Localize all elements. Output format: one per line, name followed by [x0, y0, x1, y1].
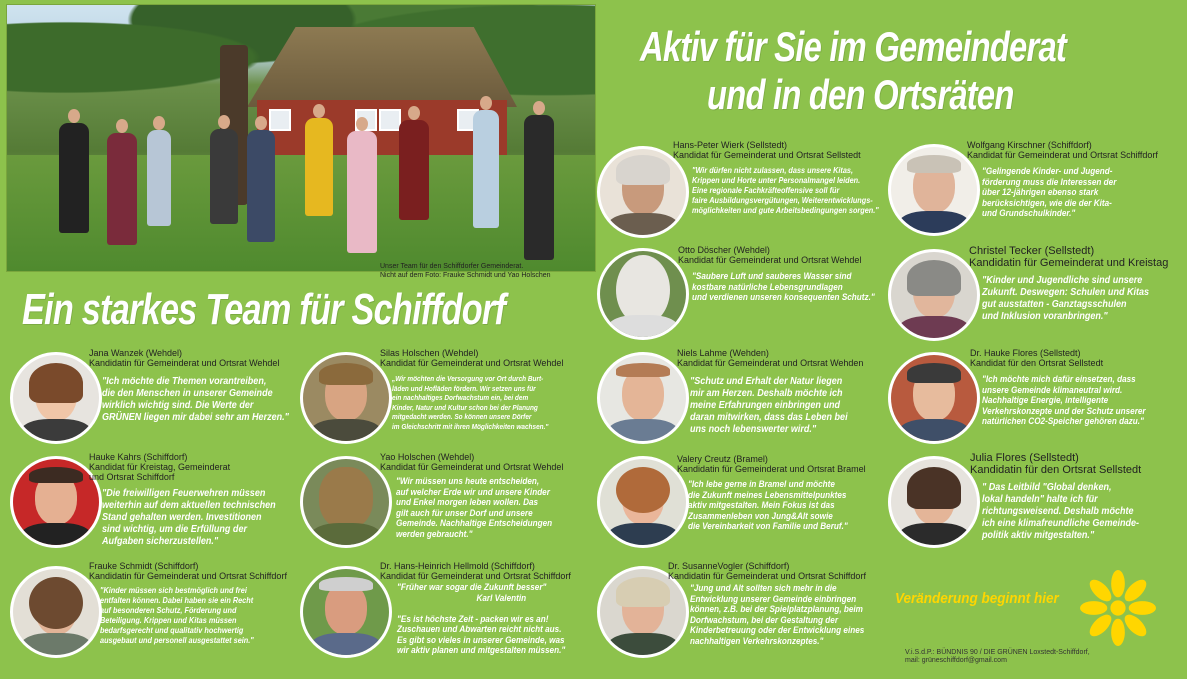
avatar-j-flores: [888, 456, 980, 548]
candidate-quote: "Kinder müssen sich bestmöglich und frei entfalten können. Dabei haben sie ein Recht auf besonderen Schutz, Förderung und Beteiligung. Krippen und Kitas müssen bedarfsgerecht und qualitativ hochwertig ausgebaut und personell ausgestattet sein.": [100, 585, 254, 645]
avatar-hellmold: [300, 566, 392, 658]
candidate-role: Kandidat für Gemeinderat und Ortsrat Schiffdorf: [380, 571, 571, 581]
avatar-tecker: [888, 249, 980, 341]
imprint: V.i.S.d.P.: BÜNDNIS 90 / DIE GRÜNEN Loxstedt-Schiffdorf, mail: grüneschiffdorf@gmail.com: [905, 649, 1090, 664]
candidate-name: Silas Holschen (Wehdel): [380, 348, 479, 358]
candidate-quote: „Wir möchten die Versorgung vor Ort durch Burt- läden und Hofläden fördern. Wir setzen uns für ein nachhaltiges Dorfwachstum ein, bei dem Kinder, Natur und Kultur schon bei der Planung mitgedacht werden. So können unsere Dörfer im Gleichschritt mit ihren Möglichkeiten wachsen.": [392, 374, 549, 431]
photo-lawn: [7, 155, 595, 271]
candidate-quote: " Das Leitbild "Global denken, lokal handeln" halte ich für richtungsweisend. Deshalb möchte ich eine klimafreundliche Gemeinde- politik aktiv mitgestalten.": [982, 481, 1140, 541]
photo-person: [524, 115, 554, 260]
candidate-quote: "Ich möchte mich dafür einsetzen, dass unsere Gemeinde klimaneutral wird. Nachhaltige Energie, intelligente Verkehrskonzepte und der Schutz unserer natürlichen CO2-Speicher gehören dazu.": [982, 374, 1146, 427]
photo-window: [269, 109, 291, 131]
photo-caption-line: Unser Team für den Schiffdorfer Gemeinderat.: [380, 263, 524, 270]
headline-left: Ein starkes Team für Schiffdorf: [22, 285, 506, 334]
candidate-role: Kandidat für Gemeinderat und Ortsrat Wehdel: [678, 255, 862, 265]
sunflower-logo-icon: [1080, 570, 1156, 646]
candidate-role: Kandidat für den Ortsrat Sellstedt: [970, 358, 1104, 368]
photo-window: [379, 109, 401, 131]
avatar-lahme: [597, 352, 689, 444]
photo-person: [347, 131, 377, 253]
candidate-name: Niels Lahme (Wehden): [677, 348, 769, 358]
candidate-name: Otto Döscher (Wehdel): [678, 245, 770, 255]
candidate-quote: "Saubere Luft und sauberes Wasser sind kostbare natürliche Lebensgrundlagen und verdienen unseren konsequenten Schutz.": [692, 271, 875, 303]
photo-person: [399, 120, 429, 220]
avatar-s-holschen: [300, 352, 392, 444]
headline-right-line2: und in den Ortsräten: [707, 71, 1014, 118]
candidate-name: Hauke Kahrs (Schiffdorf): [89, 452, 188, 462]
candidate-role: Kandidat für Gemeinderat und Ortsrat Wehden: [677, 358, 864, 368]
candidate-quote: "Wir müssen uns heute entscheiden, auf welcher Erde wir und unsere Kinder und Enkel morgen leben wollen. Das gilt auch für unser Dorf und unsere Gemeinde. Nachhaltige Entscheidungen werden gebraucht.": [396, 476, 553, 540]
candidate-quote: "Ich möchte die Themen vorantreiben, die den Menschen in unserer Gemeinde wirklich wichtig sind. Die Werte der GRÜNEN liegen mir dabei sehr am Herzen.": [102, 375, 289, 423]
photo-person: [247, 130, 275, 242]
photo-person: [473, 110, 499, 228]
candidate-role: Kandidatin für Gemeinderat und Kreistag: [969, 257, 1169, 269]
candidate-quote: "Kinder und Jugendliche sind unsere Zukunft. Deswegen: Schulen und Kitas gut ausstatten - Ganztagsschulen und Inklusion voranbringen.": [982, 274, 1150, 322]
photo-person: [305, 118, 333, 216]
candidate-name: Christel Tecker (Sellstedt): [969, 245, 1095, 257]
slogan: Veränderung beginnt hier: [895, 590, 1059, 607]
candidate-name: Dr. Hans-Heinrich Hellmold (Schiffdorf): [380, 561, 535, 571]
candidate-role: Kandidatin für Gemeinderat und Ortsrat Schiffdorf: [89, 571, 287, 581]
candidate-name: Frauke Schmidt (Schiffdorf): [89, 561, 199, 571]
candidate-name: Valery Creutz (Bramel): [677, 454, 768, 464]
avatar-h-flores: [888, 352, 980, 444]
headline-right-line1: Aktiv für Sie im Gemeinderat: [640, 23, 1067, 70]
candidate-role: Kandidat für Gemeinderat und Ortsrat Schiffdorf: [967, 150, 1158, 160]
candidate-name: Julia Flores (Sellstedt): [970, 452, 1079, 464]
candidate-name: Jana Wanzek (Wehdel): [89, 348, 183, 358]
candidate-name: Yao Holschen (Wehdel): [380, 452, 475, 462]
candidate-quote: "Jung und Alt sollten sich mehr in die Entwicklung unserer Gemeinde einbringen können, z.B. bei der Spielplatzplanung, beim Dorfwachstum, bei der Gestaltung der Kinderbetreuung oder der Entwicklung eines nachhaltigen Verkehrskonzeptes.": [690, 583, 865, 647]
candidate-role: Kandidat für Gemeinderat und Ortsrat Wehdel: [380, 358, 564, 368]
photo-caption-line: Nicht auf dem Foto: Frauke Schmidt und Yao Holschen: [380, 272, 551, 279]
candidate-role: Kandidatin für Gemeinderat und Ortsrat Schiffdorf: [668, 571, 866, 581]
photo-person: [210, 129, 238, 224]
avatar-y-holschen: [300, 456, 392, 548]
candidate-quote: "Wir dürfen nicht zulassen, dass unsere Kitas, Krippen und Horte unter Personalmangel leiden. Eine regionale Fachkräfteoffensive soll für faire Ausbildungsvergütungen, Weiterentwicklungs- möglichkeiten und gute Arbeitsbedingungen sorgen.": [692, 165, 879, 215]
avatar-doescher: [597, 248, 689, 340]
photo-person: [59, 123, 89, 233]
candidate-quote: "Ich lebe gerne in Bramel und möchte die Zukunft meines Lebensmittelpunktes aktiv mitgestalten. Mein Fokus ist das Zusammenleben von Jung&Alt sowie die Vereinbarkeit von Familie und Beruf.": [688, 479, 848, 532]
candidate-role: Kandidatin für Gemeinderat und Ortsrat Wehdel: [89, 358, 280, 368]
candidate-quote: "Gelingende Kinder- und Jugend- förderung muss die Interessen der über 12-jährigen ebenso stark berücksichtigen, wie die der Kita- und Grundschulkinder.": [982, 166, 1117, 219]
photo-caption: [380, 262, 551, 280]
candidate-name: Dr. SusanneVogler (Schiffdorf): [668, 561, 790, 571]
avatar-creutz: [597, 456, 689, 548]
candidate-name: Hans-Peter Wierk (Sellstedt): [673, 140, 788, 150]
candidate-role: Kandidat für Kreistag, Gemeinderat und Ortsrat Schiffdorf: [89, 462, 231, 482]
team-photo: [6, 4, 596, 272]
photo-person: [147, 130, 171, 226]
candidate-role: Kandidat für Gemeinderat und Ortsrat Wehdel: [380, 462, 564, 472]
candidate-role: Kandidatin für Gemeinderat und Ortsrat Bramel: [677, 464, 866, 474]
candidate-quote: "Die freiwilligen Feuerwehren müssen weiterhin auf dem aktuellen technischen Stand gehalten werden. Investitionen sind wichtig, um die Erfüllung der Aufgaben sicherzustellen.": [102, 487, 276, 547]
candidate-quote: "Schutz und Erhalt der Natur liegen mir am Herzen. Deshalb möchte ich meine Erfahrungen einbringen und daran mitwirken, dass das Leben bei uns noch lebenswerter wird.": [690, 375, 848, 435]
candidate-role: Kandidatin für den Ortsrat Sellstedt: [970, 464, 1142, 476]
candidate-role: Kandidat für Gemeinderat und Ortsrat Sellstedt: [673, 150, 861, 160]
candidate-name: Wolfgang Kirschner (Schiffdorf): [967, 140, 1092, 150]
photo-person: [107, 133, 137, 245]
candidate-name: Dr. Hauke Flores (Sellstedt): [970, 348, 1081, 358]
candidate-quote: "Früher war sogar die Zukunft besser" Karl Valentin "Es ist höchste Zeit - packen wir es an! Zuschauen und Abwarten reicht nicht aus. Es gibt so vieles in unserer Gemeinde, was wir aktiv planen und mitgestalten müssen.": [397, 582, 566, 656]
